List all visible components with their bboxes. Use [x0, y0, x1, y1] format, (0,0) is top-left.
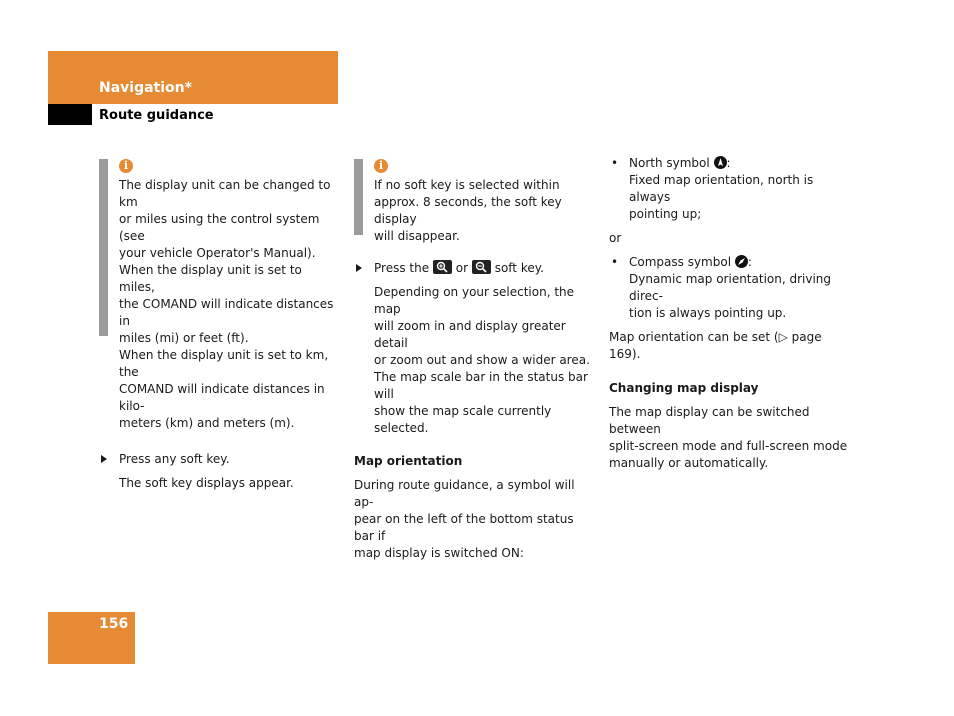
info-line: COMAND will indicate distances in kilo-	[119, 382, 325, 413]
info-line: or miles using the control system (see	[119, 212, 320, 243]
header-marker	[48, 104, 92, 125]
info-line: The display unit can be changed to km	[119, 178, 331, 209]
info-line: the COMAND will indicate distances in	[119, 297, 334, 328]
info-line: When the display unit is set to km, the	[119, 348, 329, 379]
info-line: will disappear.	[374, 229, 460, 243]
info-icon: i	[119, 159, 133, 173]
body-text: During route guidance, a symbol will ap- pear on the left of the bottom status bar if map display is switched ON:	[354, 478, 575, 560]
step-instruction: Press the or soft key.	[354, 260, 596, 277]
section-title: Navigation*	[99, 80, 192, 96]
info-note	[99, 159, 341, 432]
column-1	[99, 159, 341, 492]
column-3	[609, 155, 854, 472]
info-line: approx. 8 seconds, the soft key display	[374, 195, 562, 226]
subsection-title: Route guidance	[99, 108, 214, 123]
page-reference: Map orientation can be set (▷ page 169).	[609, 330, 822, 361]
info-line: If no soft key is selected within	[374, 178, 560, 192]
header-band	[48, 51, 338, 104]
or-text: or	[609, 231, 622, 245]
zoom-out-key-icon	[472, 260, 491, 274]
info-bar	[99, 159, 108, 336]
zoom-in-key-icon	[433, 260, 452, 274]
info-line: meters (km) and meters (m).	[119, 416, 295, 430]
info-note	[354, 159, 596, 245]
section-heading: Changing map display	[609, 381, 759, 395]
north-symbol-icon	[714, 156, 727, 169]
compass-symbol-icon	[735, 255, 748, 268]
info-icon: i	[374, 159, 388, 173]
page-number: 156	[99, 616, 129, 632]
list-item: • North symbol : Fixed map orientation, north is always pointing up;	[609, 155, 854, 223]
body-text: The map display can be switched between split-screen mode and full-screen mode manually or automatically.	[609, 405, 848, 470]
section-heading: Map orientation	[354, 454, 463, 468]
step-result: Depending on your selection, the map will zoom in and display greater detail or zoom out and show a wider area. The map scale bar in the status bar will show the map scale currently selected.	[374, 285, 590, 435]
list-item: • Compass symbol : Dynamic map orientation, driving direc- tion is always pointing up.	[609, 254, 854, 322]
step-result: The soft key displays appear.	[119, 476, 294, 490]
column-2	[354, 159, 596, 562]
info-line: miles (mi) or feet (ft).	[119, 331, 249, 345]
info-line: When the display unit is set to miles,	[119, 263, 302, 294]
step-instruction: Press any soft key.	[99, 451, 341, 468]
info-bar	[354, 159, 363, 235]
info-line: your vehicle Operator's Manual).	[119, 246, 316, 260]
